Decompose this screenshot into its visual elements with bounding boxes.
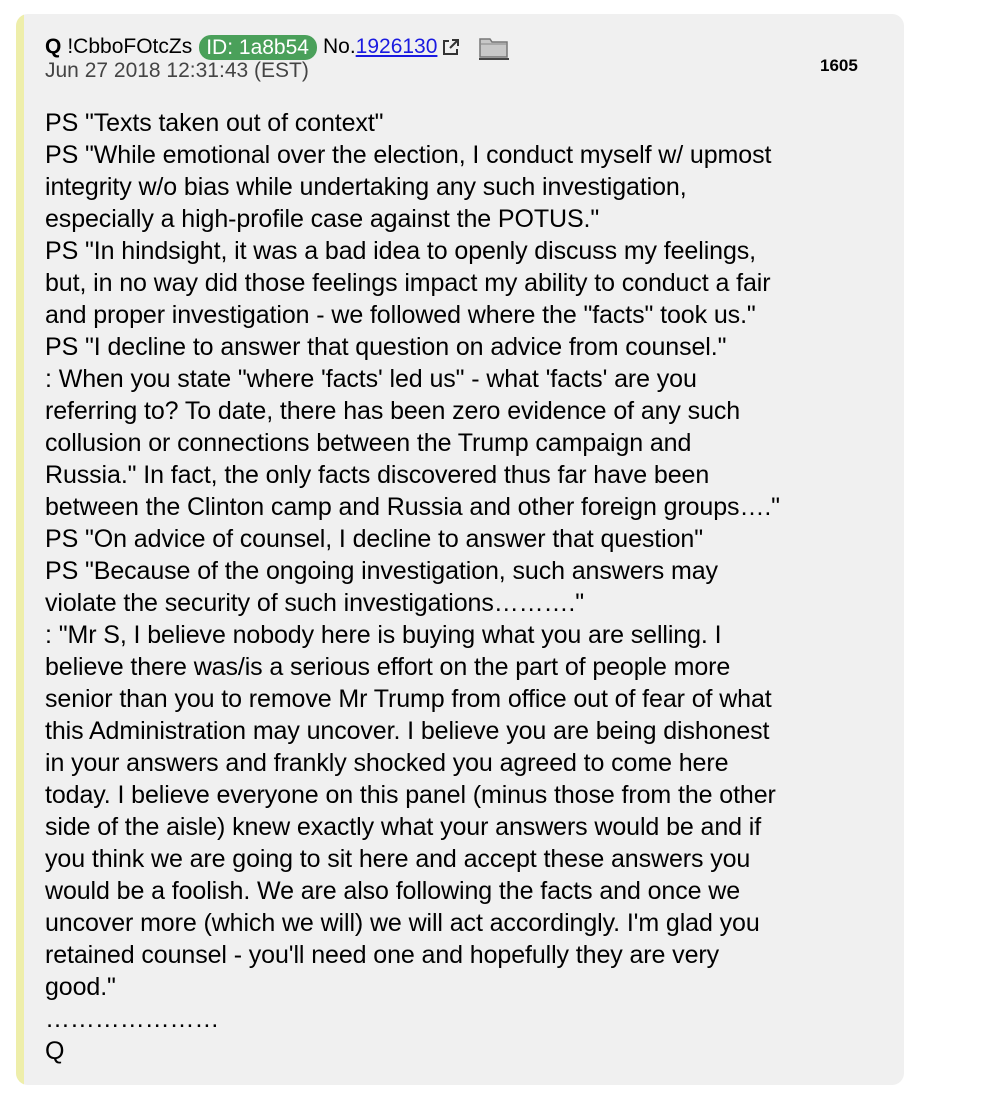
body-line: PS "On advice of counsel, I decline to answer that question" xyxy=(45,525,703,553)
body-line: uncover more (which we will) we will act accordingly. I'm glad you xyxy=(45,909,760,937)
body-line: side of the aisle) knew exactly what your answers would be and if xyxy=(45,813,762,841)
body-line: would be a foolish. We are also following the facts and once we xyxy=(45,877,741,905)
post-card xyxy=(16,14,904,1085)
body-line: PS "In hindsight, it was a bad idea to openly discuss my feelings, xyxy=(45,237,757,265)
external-link-icon[interactable] xyxy=(441,37,461,57)
post-number-link[interactable]: 1926130 xyxy=(355,35,438,58)
post-timestamp: Jun 27 2018 12:31:43 (EST) xyxy=(45,59,309,82)
post-number-label: No. xyxy=(322,35,356,58)
tripcode: !CbboFOtcZs xyxy=(67,35,193,58)
body-line: Russia." In fact, the only facts discovered thus far have been xyxy=(45,461,710,489)
post-index: 1605 xyxy=(820,56,858,75)
post-stripe xyxy=(16,14,24,1085)
body-line: PS "Texts taken out of context" xyxy=(45,109,384,137)
body-line: integrity w/o bias while undertaking any such investigation, xyxy=(45,173,687,201)
id-badge[interactable]: ID: 1a8b54 xyxy=(199,35,317,60)
body-line: especially a high-profile case against the POTUS." xyxy=(45,205,600,233)
body-line: retained counsel - you'll need one and hopefully they are very xyxy=(45,941,720,969)
body-line: between the Clinton camp and Russia and other foreign groups…." xyxy=(45,493,780,521)
body-line: you think we are going to sit here and accept these answers you xyxy=(45,845,751,873)
body-line: good." xyxy=(45,973,116,1001)
body-line: but, in no way did those feelings impact my ability to conduct a fair xyxy=(45,269,771,297)
body-line: : When you state "where 'facts' led us" - what 'facts' are you xyxy=(45,365,697,393)
folder-icon[interactable] xyxy=(477,34,511,60)
body-line: PS "Because of the ongoing investigation, such answers may xyxy=(45,557,718,585)
body-line: violate the security of such investigations………." xyxy=(45,589,585,617)
body-line: Q xyxy=(45,1037,65,1065)
body-line: believe there was/is a serious effort on the part of people more xyxy=(45,653,731,681)
body-line: : "Mr S, I believe nobody here is buying what you are selling. I xyxy=(45,621,722,649)
body-line: today. I believe everyone on this panel (minus those from the other xyxy=(45,781,776,809)
post-body xyxy=(45,107,895,1067)
body-line: senior than you to remove Mr Trump from office out of fear of what xyxy=(45,685,772,713)
body-line: in your answers and frankly shocked you agreed to come here xyxy=(45,749,729,777)
body-line: PS "While emotional over the election, I conduct myself w/ upmost xyxy=(45,141,772,169)
body-line: and proper investigation - we followed where the "facts" took us." xyxy=(45,301,756,329)
body-line: ………………… xyxy=(45,1005,220,1033)
post-header xyxy=(45,34,511,60)
body-line: PS "I decline to answer that question on advice from counsel." xyxy=(45,333,727,361)
body-line: this Administration may uncover. I believe you are being dishonest xyxy=(45,717,770,745)
body-line: collusion or connections between the Trump campaign and xyxy=(45,429,692,457)
body-line: referring to? To date, there has been zero evidence of any such xyxy=(45,397,741,425)
author-name: Q xyxy=(45,35,62,58)
